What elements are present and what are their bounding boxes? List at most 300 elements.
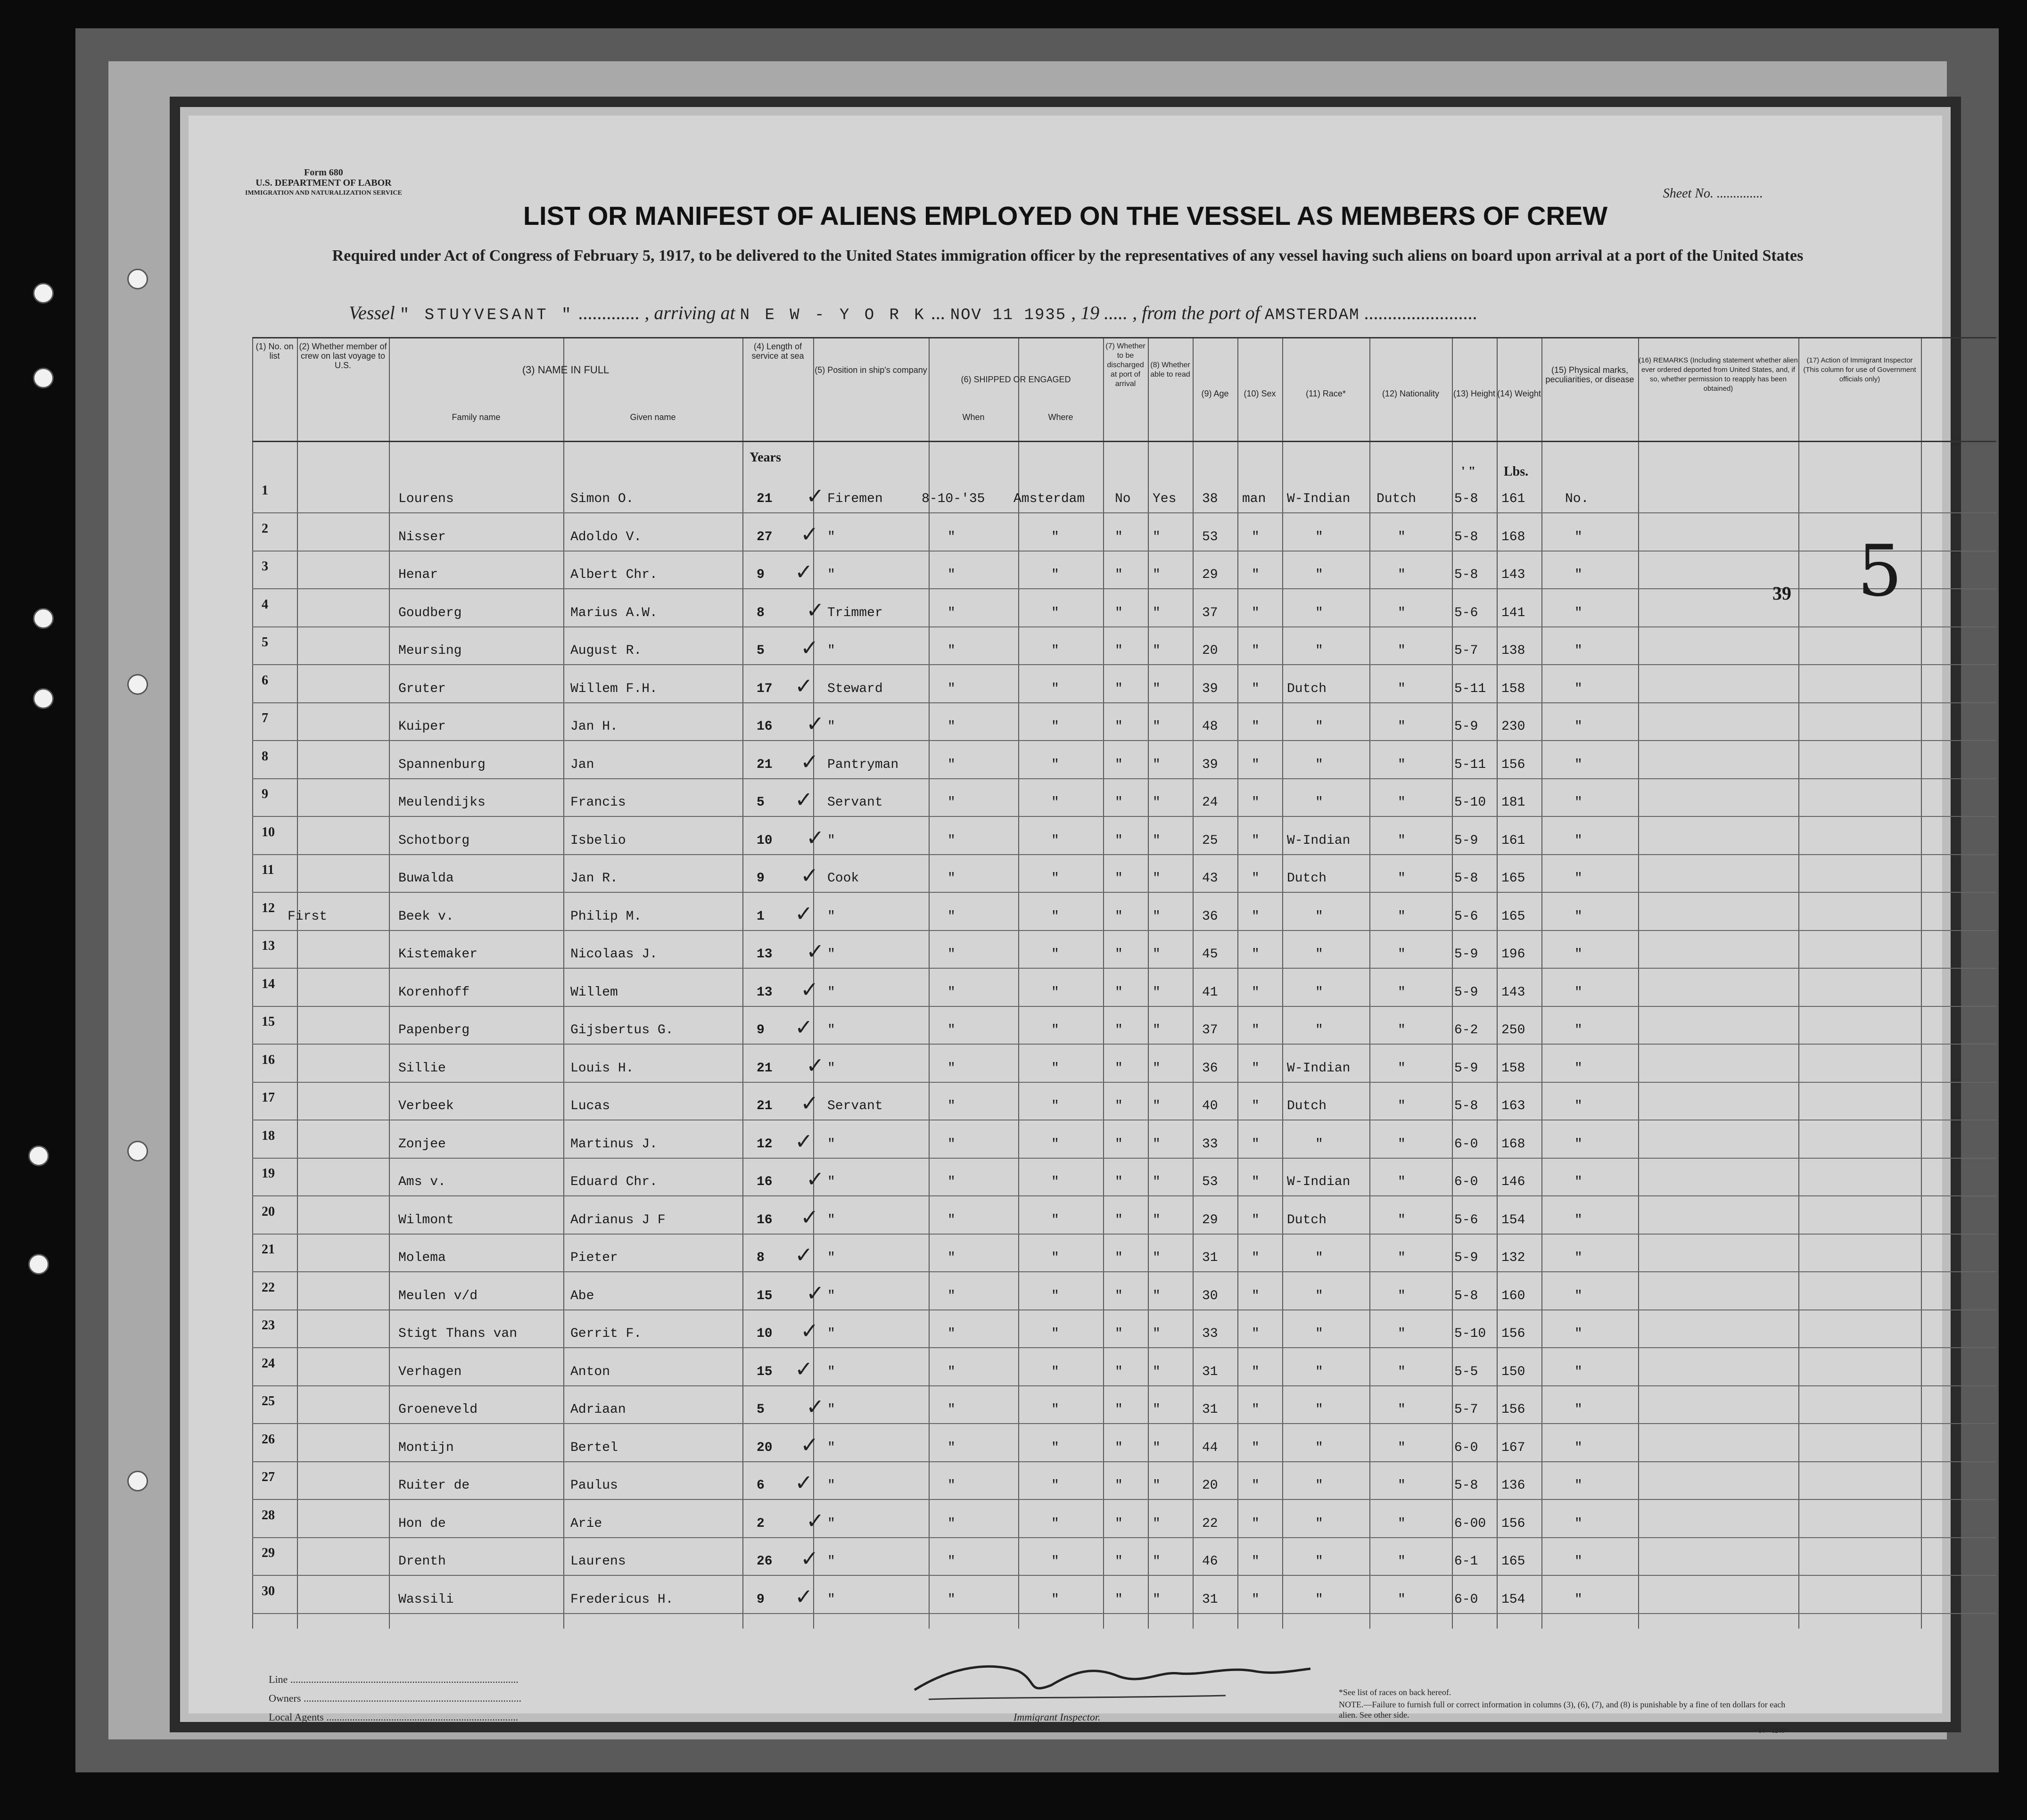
cell-read: Yes bbox=[1153, 492, 1177, 506]
cell-age: 31 bbox=[1202, 1592, 1218, 1607]
cell-age: 48 bbox=[1202, 719, 1218, 734]
arrival-port: N E W - Y O R K bbox=[740, 306, 927, 324]
checkmark-icon: ✓ bbox=[806, 1052, 824, 1078]
cell-nat: " bbox=[1398, 1023, 1406, 1038]
cell-yrs: 27 bbox=[757, 529, 773, 544]
cell-read: " bbox=[1153, 1136, 1161, 1152]
cell-pos: " bbox=[827, 1592, 835, 1607]
cell-nat: " bbox=[1398, 1251, 1406, 1265]
checkmark-icon: ✓ bbox=[800, 1318, 819, 1343]
cell-n: 15 bbox=[262, 1014, 275, 1029]
cell-when: " bbox=[948, 1402, 956, 1417]
cell-pos: " bbox=[827, 568, 835, 582]
cell-marks: " bbox=[1574, 605, 1582, 620]
row-rule bbox=[252, 816, 1996, 817]
cell-sex: " bbox=[1252, 1175, 1260, 1189]
cell-wt: 143 bbox=[1501, 568, 1525, 582]
row-rule bbox=[252, 778, 1996, 779]
cell-marks: " bbox=[1574, 1175, 1582, 1189]
cell-where: " bbox=[1051, 1402, 1059, 1417]
cell-race: " bbox=[1315, 605, 1323, 620]
cell-disch: " bbox=[1115, 1175, 1123, 1189]
row-rule bbox=[252, 1385, 1996, 1386]
cell-where: " bbox=[1051, 529, 1059, 544]
cell-disch: " bbox=[1115, 1516, 1123, 1531]
cell-nat: " bbox=[1398, 1288, 1406, 1303]
cell-read: " bbox=[1153, 1402, 1161, 1417]
cell-age: 31 bbox=[1202, 1402, 1218, 1417]
cell-ht: 6-1 bbox=[1454, 1554, 1478, 1569]
cell-family: Ams v. bbox=[398, 1175, 446, 1189]
row-rule bbox=[252, 1271, 1996, 1272]
cell-family: Schotborg bbox=[398, 833, 470, 848]
cell-yrs: 13 bbox=[757, 947, 773, 962]
cell-where: " bbox=[1051, 833, 1059, 848]
cell-given: Arie bbox=[570, 1516, 602, 1531]
cell-disch: " bbox=[1115, 1099, 1123, 1113]
checkmark-icon: ✓ bbox=[795, 1014, 813, 1040]
cell-pos: " bbox=[827, 833, 835, 848]
cell-sex: " bbox=[1252, 871, 1260, 886]
cell-nat: " bbox=[1398, 568, 1406, 582]
cell-read: " bbox=[1153, 909, 1161, 924]
row-rule bbox=[252, 854, 1996, 855]
cell-n: 5 bbox=[262, 635, 268, 650]
cell-when: " bbox=[948, 757, 956, 772]
cell-where: " bbox=[1051, 681, 1059, 696]
cell-disch: No bbox=[1115, 492, 1131, 506]
cell-pos: " bbox=[827, 1478, 835, 1493]
cell-nat: " bbox=[1398, 529, 1406, 544]
header-name-in-full: (3) NAME IN FULL bbox=[522, 364, 610, 376]
cell-yrs: 5 bbox=[757, 643, 765, 658]
cell-race: " bbox=[1315, 1516, 1323, 1531]
cell-wt: 250 bbox=[1501, 1023, 1525, 1038]
cell-nat: " bbox=[1398, 985, 1406, 1000]
cell-ht: 5-9 bbox=[1454, 985, 1478, 1000]
cell-read: " bbox=[1153, 947, 1161, 962]
cell-pos: Trimmer bbox=[827, 605, 883, 620]
cell-read: " bbox=[1153, 1440, 1161, 1455]
checkmark-icon: ✓ bbox=[806, 1166, 824, 1192]
cell-where: " bbox=[1051, 1288, 1059, 1303]
cell-age: 38 bbox=[1202, 492, 1218, 506]
cell-ht: 5-9 bbox=[1454, 947, 1478, 962]
cell-family: Papenberg bbox=[398, 1023, 470, 1038]
cell-when: " bbox=[948, 909, 956, 924]
cell-pos: " bbox=[827, 719, 835, 734]
column-divider bbox=[1237, 337, 1238, 1629]
column-divider bbox=[929, 337, 930, 1629]
cell-age: 33 bbox=[1202, 1326, 1218, 1341]
cell-marks: " bbox=[1574, 1251, 1582, 1265]
cell-where: " bbox=[1051, 985, 1059, 1000]
cell-ht: 5-9 bbox=[1454, 1251, 1478, 1265]
cell-n: 6 bbox=[262, 673, 268, 688]
row-rule bbox=[252, 1195, 1996, 1196]
header-no-on-list: (1) No. on list bbox=[255, 342, 294, 361]
cell-race: " bbox=[1315, 1288, 1323, 1303]
cell-marks: " bbox=[1574, 1592, 1582, 1607]
checkmark-icon: ✓ bbox=[795, 673, 813, 699]
footer-owners-label: Owners .................................................................................... bbox=[269, 1692, 521, 1704]
cell-family: Beek v. bbox=[398, 909, 454, 924]
header-able-to-read: (8) Whether able to read bbox=[1150, 361, 1190, 379]
cell-yrs: 1 bbox=[757, 909, 765, 924]
cell-sex: " bbox=[1252, 947, 1260, 962]
cell-c2: First bbox=[288, 909, 328, 924]
cell-race: " bbox=[1315, 757, 1323, 772]
binder-hole-icon bbox=[127, 674, 148, 695]
cell-family: Zonjee bbox=[398, 1136, 446, 1152]
cell-given: Isbelio bbox=[570, 833, 626, 848]
cell-where: Amsterdam bbox=[1014, 492, 1085, 506]
cell-yrs: 6 bbox=[757, 1478, 765, 1493]
cell-ht: 5-10 bbox=[1454, 795, 1486, 810]
sheet-number-label: Sheet No. .............. bbox=[1663, 186, 1763, 201]
cell-where: " bbox=[1051, 1440, 1059, 1455]
cell-pos: " bbox=[827, 1212, 835, 1227]
cell-age: 41 bbox=[1202, 985, 1218, 1000]
cell-n: 7 bbox=[262, 711, 268, 725]
cell-family: Meursing bbox=[398, 643, 462, 658]
cell-sex: " bbox=[1252, 681, 1260, 696]
cell-wt: 158 bbox=[1501, 1061, 1525, 1076]
column-divider bbox=[389, 337, 390, 1629]
cell-given: Willem bbox=[570, 985, 618, 1000]
cell-disch: " bbox=[1115, 1592, 1123, 1607]
cell-disch: " bbox=[1115, 1402, 1123, 1417]
binder-hole-icon bbox=[127, 269, 148, 289]
cell-pos: Servant bbox=[827, 795, 883, 810]
form-number: Form 680 bbox=[304, 167, 343, 178]
cell-nat: " bbox=[1398, 1364, 1406, 1379]
cell-race: W-Indian bbox=[1287, 1061, 1351, 1076]
cell-n: 22 bbox=[262, 1280, 275, 1295]
cell-age: 39 bbox=[1202, 681, 1218, 696]
cell-read: " bbox=[1153, 568, 1161, 582]
arriving-label: , arriving at bbox=[644, 302, 735, 323]
row-rule bbox=[252, 892, 1996, 893]
margin-mark: 5 bbox=[1857, 530, 1903, 612]
cell-ht: 6-2 bbox=[1454, 1023, 1478, 1038]
checkmark-icon: ✓ bbox=[800, 863, 819, 888]
header-discharged: (7) Whether to be discharged at port of arrival bbox=[1105, 342, 1145, 388]
cell-wt: 181 bbox=[1501, 795, 1525, 810]
cell-marks: " bbox=[1574, 568, 1582, 582]
cell-read: " bbox=[1153, 529, 1161, 544]
cell-disch: " bbox=[1115, 605, 1123, 620]
cell-n: 13 bbox=[262, 939, 275, 953]
cell-given: Louis H. bbox=[570, 1061, 634, 1076]
page-title: LIST OR MANIFEST OF ALIENS EMPLOYED ON THE VESSEL AS MEMBERS OF CREW bbox=[523, 201, 1608, 231]
binder-hole-icon bbox=[33, 368, 54, 388]
cell-when: " bbox=[948, 529, 956, 544]
cell-n: 24 bbox=[262, 1356, 275, 1371]
cell-given: Bertel bbox=[570, 1440, 618, 1455]
form-identifier bbox=[245, 167, 402, 198]
cell-sex: " bbox=[1252, 719, 1260, 734]
cell-given: Fredericus H. bbox=[570, 1592, 674, 1607]
inspector-signature bbox=[896, 1652, 1320, 1709]
cell-where: " bbox=[1051, 719, 1059, 734]
cell-when: " bbox=[948, 1136, 956, 1152]
checkmark-icon: ✓ bbox=[800, 521, 819, 547]
cell-disch: " bbox=[1115, 1251, 1123, 1265]
column-divider bbox=[1148, 337, 1149, 1629]
cell-read: " bbox=[1153, 605, 1161, 620]
header-family-name: Family name bbox=[452, 412, 501, 422]
cell-where: " bbox=[1051, 947, 1059, 962]
cell-given: Jan H. bbox=[570, 719, 618, 734]
cell-n: 21 bbox=[262, 1242, 275, 1257]
cell-wt: 167 bbox=[1501, 1440, 1525, 1455]
cell-ht: 6-0 bbox=[1454, 1592, 1478, 1607]
cell-age: 37 bbox=[1202, 605, 1218, 620]
cell-yrs: 17 bbox=[757, 681, 773, 696]
cell-n: 3 bbox=[262, 559, 268, 574]
cell-yrs: 20 bbox=[757, 1440, 773, 1455]
year-label: , 19 bbox=[1071, 302, 1100, 323]
cell-sex: " bbox=[1252, 1364, 1260, 1379]
cell-age: 30 bbox=[1202, 1288, 1218, 1303]
cell-given: Lucas bbox=[570, 1099, 610, 1113]
cell-pos: " bbox=[827, 985, 835, 1000]
cell-disch: " bbox=[1115, 1554, 1123, 1569]
cell-race: " bbox=[1315, 1136, 1323, 1152]
arrival-date: NOV 11 1935 bbox=[950, 306, 1067, 324]
cell-n: 4 bbox=[262, 597, 268, 612]
cell-n: 12 bbox=[262, 900, 275, 915]
cell-wt: 165 bbox=[1501, 871, 1525, 886]
cell-age: 31 bbox=[1202, 1251, 1218, 1265]
cell-sex: " bbox=[1252, 1592, 1260, 1607]
unit-height: ' " bbox=[1461, 464, 1476, 479]
cell-n: 14 bbox=[262, 976, 275, 991]
cell-nat: " bbox=[1398, 871, 1406, 886]
cell-when: " bbox=[948, 947, 956, 962]
cell-family: Verbeek bbox=[398, 1099, 454, 1113]
cell-pos: " bbox=[827, 1288, 835, 1303]
cell-marks: " bbox=[1574, 909, 1582, 924]
cell-given: Paulus bbox=[570, 1478, 618, 1493]
cell-pos: " bbox=[827, 1023, 835, 1038]
departure-port: AMSTERDAM bbox=[1264, 306, 1360, 324]
vessel-label: Vessel bbox=[349, 302, 395, 323]
cell-nat: " bbox=[1398, 1099, 1406, 1113]
cell-where: " bbox=[1051, 1478, 1059, 1493]
cell-when: 8-10-'35 bbox=[922, 492, 985, 506]
binder-hole-icon bbox=[33, 688, 54, 709]
cell-race: " bbox=[1315, 909, 1323, 924]
cell-yrs: 13 bbox=[757, 985, 773, 1000]
cell-family: Hon de bbox=[398, 1516, 446, 1531]
cell-nat: " bbox=[1398, 1212, 1406, 1227]
header-physical-marks: (15) Physical marks, peculiarities, or disease bbox=[1545, 365, 1634, 384]
cell-when: " bbox=[948, 1023, 956, 1038]
cell-race: " bbox=[1315, 795, 1323, 810]
header-last-voyage: (2) Whether member of crew on last voyage to U.S. bbox=[299, 342, 387, 370]
cell-family: Kistemaker bbox=[398, 947, 478, 962]
cell-given: Willem F.H. bbox=[570, 681, 658, 696]
cell-yrs: 9 bbox=[757, 1023, 765, 1038]
cell-ht: 5-8 bbox=[1454, 1288, 1478, 1303]
checkmark-icon: ✓ bbox=[800, 749, 819, 774]
cell-yrs: 16 bbox=[757, 719, 773, 734]
cell-ht: 6-00 bbox=[1454, 1516, 1486, 1531]
cell-given: Gijsbertus G. bbox=[570, 1023, 674, 1038]
cell-marks: " bbox=[1574, 947, 1582, 962]
checkmark-icon: ✓ bbox=[806, 1394, 824, 1419]
cell-read: " bbox=[1153, 1175, 1161, 1189]
cell-wt: 150 bbox=[1501, 1364, 1525, 1379]
checkmark-icon: ✓ bbox=[806, 483, 824, 509]
cell-wt: 161 bbox=[1501, 833, 1525, 848]
cell-n: 26 bbox=[262, 1432, 275, 1447]
column-divider bbox=[1369, 337, 1370, 1629]
cell-read: " bbox=[1153, 643, 1161, 658]
header-rule bbox=[252, 441, 1996, 442]
inspector-mark: 39 bbox=[1772, 583, 1791, 604]
cell-given: Adoldo V. bbox=[570, 529, 642, 544]
cell-where: " bbox=[1051, 1251, 1059, 1265]
cell-race: W-Indian bbox=[1287, 492, 1351, 506]
row-rule bbox=[252, 1158, 1996, 1159]
cell-age: 53 bbox=[1202, 529, 1218, 544]
cell-pos: " bbox=[827, 1516, 835, 1531]
cell-sex: " bbox=[1252, 1554, 1260, 1569]
cell-family: Sillie bbox=[398, 1061, 446, 1076]
cell-where: " bbox=[1051, 1554, 1059, 1569]
cell-family: Meulen v/d bbox=[398, 1288, 478, 1303]
column-divider bbox=[1193, 337, 1194, 1629]
cell-wt: 160 bbox=[1501, 1288, 1525, 1303]
cell-age: 20 bbox=[1202, 1478, 1218, 1493]
checkmark-icon: ✓ bbox=[795, 900, 813, 926]
cell-race: " bbox=[1315, 643, 1323, 658]
cell-sex: " bbox=[1252, 795, 1260, 810]
row-rule bbox=[252, 1006, 1996, 1007]
header-weight: (14) Weight bbox=[1497, 389, 1541, 398]
cell-read: " bbox=[1153, 871, 1161, 886]
cell-when: " bbox=[948, 985, 956, 1000]
header-given-name: Given name bbox=[630, 412, 676, 422]
form-service: IMMIGRATION AND NATURALIZATION SERVICE bbox=[245, 189, 402, 197]
cell-sex: " bbox=[1252, 529, 1260, 544]
checkmark-icon: ✓ bbox=[800, 635, 819, 660]
cell-nat: " bbox=[1398, 1402, 1406, 1417]
row-rule bbox=[252, 551, 1996, 552]
column-divider bbox=[1541, 337, 1542, 1629]
cell-where: " bbox=[1051, 643, 1059, 658]
cell-family: Nisser bbox=[398, 529, 446, 544]
row-rule bbox=[252, 626, 1996, 627]
cell-age: 20 bbox=[1202, 643, 1218, 658]
checkmark-icon: ✓ bbox=[806, 1507, 824, 1533]
cell-ht: 5-8 bbox=[1454, 1478, 1478, 1493]
cell-given: Pieter bbox=[570, 1251, 618, 1265]
cell-family: Korenhoff bbox=[398, 985, 470, 1000]
cell-nat: " bbox=[1398, 719, 1406, 734]
cell-given: Nicolaas J. bbox=[570, 947, 658, 962]
cell-yrs: 16 bbox=[757, 1212, 773, 1227]
cell-read: " bbox=[1153, 1326, 1161, 1341]
row-rule bbox=[252, 664, 1996, 665]
cell-age: 40 bbox=[1202, 1099, 1218, 1113]
cell-disch: " bbox=[1115, 681, 1123, 696]
header-shipped-engaged: (6) SHIPPED OR ENGAGED bbox=[961, 375, 1071, 384]
cell-n: 9 bbox=[262, 787, 268, 801]
cell-when: " bbox=[948, 1364, 956, 1379]
cell-pos: " bbox=[827, 1136, 835, 1152]
cell-family: Molema bbox=[398, 1251, 446, 1265]
cell-when: " bbox=[948, 1099, 956, 1113]
cell-marks: " bbox=[1574, 1478, 1582, 1493]
row-rule bbox=[252, 512, 1996, 513]
cell-disch: " bbox=[1115, 1364, 1123, 1379]
cell-sex: " bbox=[1252, 1478, 1260, 1493]
cell-given: Anton bbox=[570, 1364, 610, 1379]
header-when: When bbox=[962, 412, 985, 422]
cell-where: " bbox=[1051, 1061, 1059, 1076]
cell-marks: " bbox=[1574, 795, 1582, 810]
cell-disch: " bbox=[1115, 1212, 1123, 1227]
cell-race: " bbox=[1315, 1554, 1323, 1569]
cell-wt: 168 bbox=[1501, 529, 1525, 544]
cell-nat: " bbox=[1398, 1061, 1406, 1076]
cell-disch: " bbox=[1115, 1478, 1123, 1493]
header-rule bbox=[252, 337, 1996, 338]
cell-read: " bbox=[1153, 1592, 1161, 1607]
cell-disch: " bbox=[1115, 719, 1123, 734]
cell-family: Drenth bbox=[398, 1554, 446, 1569]
cell-family: Meulendijks bbox=[398, 795, 486, 810]
cell-yrs: 8 bbox=[757, 1251, 765, 1265]
cell-ht: 5-7 bbox=[1454, 643, 1478, 658]
cell-age: 39 bbox=[1202, 757, 1218, 772]
cell-given: Adriaan bbox=[570, 1402, 626, 1417]
cell-marks: " bbox=[1574, 1402, 1582, 1417]
cell-disch: " bbox=[1115, 1023, 1123, 1038]
cell-marks: " bbox=[1574, 1554, 1582, 1569]
checkmark-icon: ✓ bbox=[800, 976, 819, 1002]
vessel-line: Vessel " STUYVESANT " ............. , arriving at N E W - Y O R K ... NOV 11 1935 , 19 ..... , from the port of AMSTERDAM ........................ bbox=[349, 302, 1478, 324]
cell-when: " bbox=[948, 605, 956, 620]
cell-when: " bbox=[948, 833, 956, 848]
cell-wt: 154 bbox=[1501, 1212, 1525, 1227]
cell-disch: " bbox=[1115, 529, 1123, 544]
column-divider bbox=[1452, 337, 1453, 1629]
from-port-label: , from the port of bbox=[1132, 302, 1260, 323]
cell-race: W-Indian bbox=[1287, 1175, 1351, 1189]
cell-age: 43 bbox=[1202, 871, 1218, 886]
cell-where: " bbox=[1051, 795, 1059, 810]
cell-n: 16 bbox=[262, 1052, 275, 1067]
cell-family: Kuiper bbox=[398, 719, 446, 734]
checkmark-icon: ✓ bbox=[806, 1280, 824, 1306]
cell-nat: " bbox=[1398, 947, 1406, 962]
column-divider bbox=[1282, 337, 1283, 1629]
form-dept: U.S. DEPARTMENT OF LABOR bbox=[255, 178, 392, 188]
checkmark-icon: ✓ bbox=[800, 1090, 819, 1116]
row-rule bbox=[252, 1309, 1996, 1310]
unit-lbs: Lbs. bbox=[1504, 464, 1529, 479]
cell-where: " bbox=[1051, 1136, 1059, 1152]
cell-ht: 5-5 bbox=[1454, 1364, 1478, 1379]
cell-where: " bbox=[1051, 1099, 1059, 1113]
cell-yrs: 16 bbox=[757, 1175, 773, 1189]
cell-n: 17 bbox=[262, 1090, 275, 1105]
